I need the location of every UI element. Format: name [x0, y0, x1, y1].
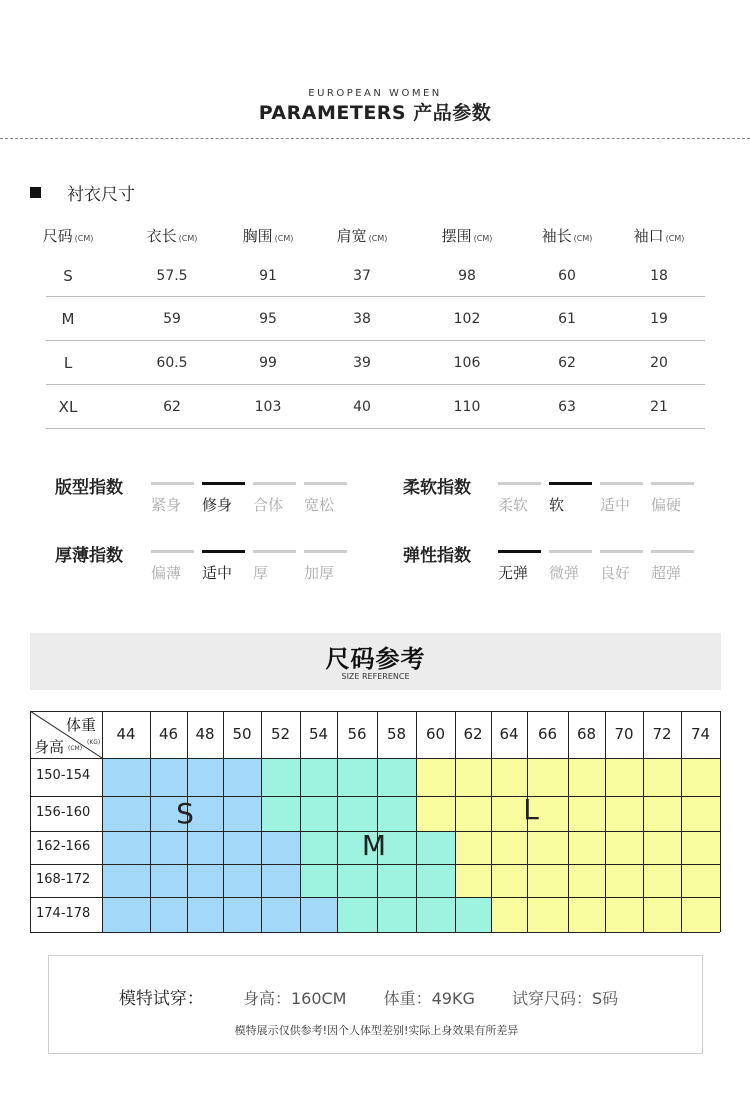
index-option-bar	[304, 482, 347, 485]
grid-zone-letter-m: M	[361, 829, 387, 862]
grid-weight-label: 50	[232, 725, 252, 743]
index-option	[498, 482, 541, 515]
size-table-header-unit: (CM)	[573, 234, 593, 243]
size-table-row	[46, 255, 705, 297]
size-table-cell: 102	[453, 310, 481, 327]
index-option-label: 宽松	[304, 496, 335, 514]
grid-weight-label: 46	[158, 725, 179, 743]
size-table-header-text: 摆围	[441, 227, 472, 245]
size-table-cell: 103	[254, 398, 282, 415]
size-table-cell: 20	[650, 354, 668, 371]
index-option-label: 微弹	[549, 564, 580, 582]
grid-cell-l	[605, 796, 643, 831]
grid-cell-l	[681, 796, 720, 831]
size-table-row	[46, 297, 705, 341]
grid-cell-l	[416, 758, 455, 796]
grid-cell-l	[605, 758, 643, 796]
model-label: 模特试穿：	[118, 989, 204, 1009]
grid-cell-l	[416, 796, 455, 831]
index-option	[151, 482, 194, 515]
index-option-bar	[253, 482, 296, 485]
size-table-header-unit: (CM)	[178, 234, 198, 243]
size-table-row	[46, 385, 705, 429]
size-table-cell: 18	[650, 267, 668, 284]
size-table-header-cell	[28, 225, 108, 246]
grid-cell-l	[681, 758, 720, 796]
grid-cell-s	[223, 758, 261, 796]
grid-weight-label: 58	[386, 725, 407, 743]
size-table-header-cell	[427, 225, 507, 246]
size-table-cell: 38	[353, 310, 371, 327]
size-table-header-cell	[619, 225, 699, 246]
grid-height-label: 156-160	[36, 804, 91, 820]
size-table-cell: 95	[259, 310, 277, 327]
index-label: 弹性指数	[403, 546, 471, 566]
grid-cell-m	[300, 864, 337, 897]
grid-cell-s	[261, 864, 300, 897]
size-reference-grid	[30, 711, 721, 933]
grid-cell-m	[261, 796, 300, 831]
section-title	[30, 180, 135, 204]
grid-zone-letter-s: S	[176, 797, 194, 830]
grid-cell-s	[261, 897, 300, 932]
size-reference-banner	[30, 633, 721, 690]
grid-cell-l	[643, 758, 681, 796]
size-table-header-unit: (CM)	[368, 234, 388, 243]
size-table-header-text: 衣长	[146, 227, 177, 245]
grid-weight-label: 74	[690, 725, 711, 743]
grid-cell-l	[491, 831, 527, 864]
grid-cell-s	[102, 796, 150, 831]
grid-weight-label: 60	[425, 725, 446, 743]
grid-cell-s	[150, 831, 187, 864]
index-option	[304, 550, 347, 583]
grid-cell-l	[455, 864, 491, 897]
grid-cell-l	[491, 864, 527, 897]
grid-cell-l	[455, 831, 491, 864]
grid-cell-s	[187, 831, 223, 864]
grid-cell-s	[102, 758, 150, 796]
index-option	[253, 550, 296, 583]
grid-weight-label: 56	[347, 725, 367, 743]
index-label: 柔软指数	[403, 478, 471, 498]
grid-weight-label: 52	[270, 725, 291, 743]
grid-cell-m	[337, 796, 377, 831]
grid-cell-l	[527, 864, 568, 897]
grid-cell-l	[643, 796, 681, 831]
dashed-divider	[0, 138, 750, 139]
model-info-line	[49, 984, 704, 1009]
grid-cell-l	[643, 864, 681, 897]
grid-height-label: 168-172	[36, 871, 91, 887]
grid-cell-l	[568, 831, 605, 864]
grid-cell-l	[643, 897, 681, 932]
index-option	[549, 482, 592, 515]
model-note: 模特展示仅供参考!因个人体型差别!实际上身效果有所差异	[234, 1024, 519, 1037]
grid-cell-s	[223, 831, 261, 864]
grid-height-label: 174-178	[36, 905, 91, 921]
size-table-cell: 40	[353, 398, 371, 415]
grid-cell-s	[223, 796, 261, 831]
grid-weight-label: 70	[614, 725, 634, 743]
grid-cell-l	[568, 758, 605, 796]
size-table-header-text: 胸围	[242, 227, 273, 245]
grid-cell-s	[102, 831, 150, 864]
index-option-label: 紧身	[151, 496, 182, 514]
grid-zone-letter-l: L	[523, 793, 539, 826]
grid-weight-label: 48	[195, 725, 215, 743]
size-table-cell: 63	[558, 398, 576, 415]
section-title-text: 衬衣尺寸	[67, 184, 135, 205]
model-height: 身高：160CM	[242, 989, 347, 1008]
size-table-header-cell	[228, 225, 308, 246]
grid-cell-m	[377, 897, 416, 932]
grid-cell-l	[568, 897, 605, 932]
grid-cell-m	[261, 758, 300, 796]
grid-cell-l	[491, 897, 527, 932]
grid-cell-l	[681, 897, 720, 932]
grid-cell-l	[527, 897, 568, 932]
size-table-cell: 37	[353, 267, 371, 284]
index-option-bar	[651, 550, 694, 553]
grid-cell-m	[300, 831, 337, 864]
grid-weight-label: 44	[116, 725, 136, 743]
size-table-cell: 62	[163, 398, 181, 415]
size-table-header-unit: (CM)	[274, 234, 294, 243]
index-option-bar	[151, 550, 194, 553]
index-option-bar	[253, 550, 296, 553]
index-option	[304, 482, 347, 515]
grid-cell-s	[223, 864, 261, 897]
index-option-label: 合体	[253, 496, 284, 514]
size-table-cell: 99	[259, 354, 277, 371]
grid-cell-m	[300, 796, 337, 831]
model-size: 试穿尺码：S码	[511, 989, 619, 1008]
index-option-bar	[151, 482, 194, 485]
index-option-bar	[600, 482, 643, 485]
size-table-header-cell	[322, 225, 402, 246]
size-table-header-unit: (CM)	[665, 234, 685, 243]
grid-cell-s	[261, 831, 300, 864]
grid-cell-m	[337, 897, 377, 932]
grid-cell-l	[681, 864, 720, 897]
grid-cell-l	[605, 897, 643, 932]
size-table-cell: 21	[650, 398, 668, 415]
index-option-bar	[304, 550, 347, 553]
grid-cell-l	[605, 831, 643, 864]
size-table-cell: 39	[353, 354, 371, 371]
grid-cell-s	[150, 897, 187, 932]
grid-cell-s	[187, 758, 223, 796]
grid-cell-l	[527, 831, 568, 864]
grid-cell-l	[568, 864, 605, 897]
index-option-label: 偏薄	[151, 564, 182, 582]
size-table-header-unit: (CM)	[74, 234, 94, 243]
size-table-cell: 91	[259, 267, 277, 284]
grid-corner-unit-height: (CM)	[68, 745, 83, 752]
size-table-header	[42, 215, 705, 255]
index-option	[600, 482, 643, 515]
grid-cell-l	[568, 796, 605, 831]
index-option-bar	[549, 482, 592, 485]
index-option	[253, 482, 296, 515]
grid-cell-s	[150, 758, 187, 796]
index-option-label: 偏硬	[651, 496, 682, 514]
grid-cell-m	[377, 864, 416, 897]
index-option	[202, 482, 245, 515]
index-option	[651, 482, 694, 515]
index-option-bar	[651, 482, 694, 485]
grid-weight-label: 62	[463, 725, 483, 743]
grid-weight-label: 66	[537, 725, 558, 743]
size-table-cell: 57.5	[156, 267, 188, 284]
size-table-cell: XL	[58, 397, 78, 416]
size-reference-subtitle: SIZE REFERENCE	[341, 672, 410, 681]
grid-weight-label: 64	[499, 725, 519, 743]
grid-height-label: 162-166	[36, 838, 91, 854]
grid-cell-m	[416, 831, 455, 864]
size-table-header-unit: (CM)	[473, 234, 493, 243]
size-table-cell: L	[63, 353, 73, 372]
size-table-cell: 61	[558, 310, 576, 327]
page-title: PARAMETERS 产品参数	[258, 102, 492, 124]
grid-cell-s	[187, 864, 223, 897]
grid-corner-height: 身高	[34, 738, 65, 756]
grid-cell-m	[300, 758, 337, 796]
index-option-bar	[498, 482, 541, 485]
grid-cell-m	[337, 864, 377, 897]
size-table-cell: 60.5	[156, 354, 188, 371]
index-option-bar	[202, 550, 245, 553]
model-weight: 体重：49KG	[383, 989, 475, 1008]
index-option-label: 厚	[253, 564, 269, 582]
grid-cell-l	[643, 831, 681, 864]
size-table-cell: 106	[453, 354, 481, 371]
page-header	[0, 0, 750, 140]
grid-cell-l	[605, 864, 643, 897]
size-table-cell: 59	[163, 310, 181, 327]
size-table-cell: 19	[650, 310, 668, 327]
grid-cell-s	[102, 897, 150, 932]
grid-weight-label: 54	[308, 725, 329, 743]
grid-cell-m	[377, 796, 416, 831]
size-table-row	[46, 341, 705, 385]
index-option-bar	[202, 482, 245, 485]
index-option-bar	[549, 550, 592, 553]
grid-cell-m	[377, 758, 416, 796]
size-table-cell: 62	[558, 354, 576, 371]
grid-cell-s	[300, 897, 337, 932]
grid-cell-l	[491, 758, 527, 796]
model-info-box	[48, 955, 703, 1054]
grid-cell-l	[527, 758, 568, 796]
grid-cell-s	[187, 897, 223, 932]
index-option	[549, 550, 592, 583]
size-table-header-text: 尺码	[42, 227, 73, 245]
size-table-header-cell	[527, 225, 607, 246]
index-option	[600, 550, 643, 583]
size-table-cell: S	[63, 266, 73, 285]
grid-cell-m	[455, 897, 491, 932]
size-table-cell: M	[61, 309, 75, 328]
grid-cell-l	[455, 758, 491, 796]
size-reference-title: 尺码参考	[325, 645, 426, 673]
index-option-label: 修身	[202, 496, 233, 514]
grid-weight-label: 72	[652, 725, 672, 743]
index-option-bar	[498, 550, 541, 553]
index-option-label: 加厚	[304, 564, 335, 582]
index-option-bar	[600, 550, 643, 553]
index-label: 厚薄指数	[55, 546, 123, 566]
size-table-cell: 110	[453, 398, 481, 415]
index-option-label: 良好	[600, 564, 631, 582]
grid-corner-weight: 体重	[66, 716, 97, 734]
size-table-header-cell	[132, 225, 212, 246]
index-label: 版型指数	[55, 478, 123, 498]
grid-cell-s	[102, 864, 150, 897]
index-option-label: 适中	[202, 564, 233, 582]
index-option-label: 超弹	[651, 564, 682, 582]
index-option	[151, 550, 194, 583]
index-option-label: 软	[549, 496, 565, 514]
size-table-header-text: 袖口	[633, 227, 664, 245]
grid-cell-s	[223, 897, 261, 932]
index-option	[651, 550, 694, 583]
grid-height-label: 150-154	[36, 768, 91, 783]
size-table	[42, 215, 705, 429]
square-bullet-icon	[30, 187, 41, 198]
grid-cell-m	[337, 758, 377, 796]
grid-weight-label: 68	[576, 725, 597, 743]
size-reference-grid-lines	[30, 711, 721, 933]
index-option-label: 适中	[600, 496, 631, 514]
grid-corner-unit-weight: (KG)	[87, 739, 101, 746]
index-option	[498, 550, 541, 583]
index-option-label: 柔软	[498, 496, 529, 514]
size-table-cell: 98	[458, 267, 476, 284]
grid-cell-m	[416, 864, 455, 897]
index-option-label: 无弹	[498, 564, 529, 582]
size-table-header-text: 袖长	[541, 227, 572, 245]
grid-cell-l	[681, 831, 720, 864]
header-subtitle: EUROPEAN WOMEN	[308, 88, 442, 99]
grid-cell-m	[416, 897, 455, 932]
grid-cell-s	[150, 864, 187, 897]
grid-cell-l	[455, 796, 491, 831]
size-table-cell: 60	[558, 267, 576, 284]
size-table-header-text: 肩宽	[336, 227, 367, 245]
index-option	[202, 550, 245, 583]
